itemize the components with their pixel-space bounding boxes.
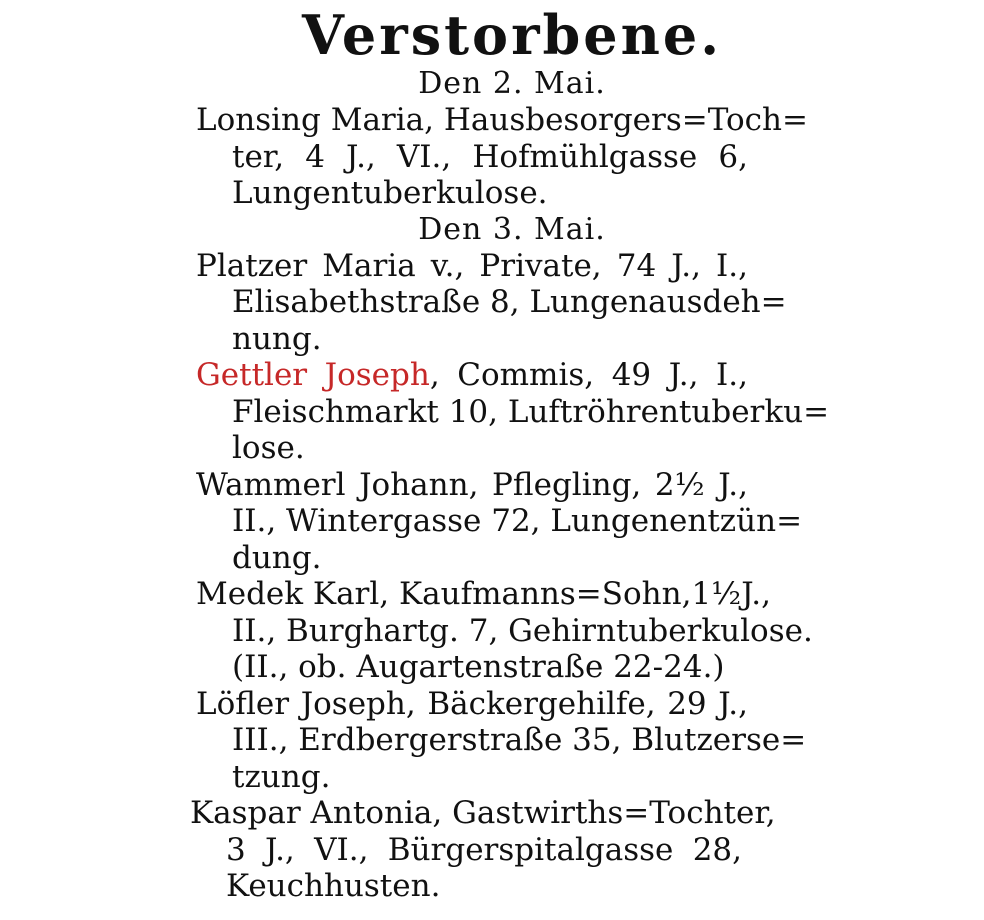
notice-line: II., Wintergasse 72, Lungenentzün= [232,503,803,539]
death-notice-1 [196,102,808,212]
notice-line [196,357,748,394]
highlighted-name: Gettler Joseph [196,357,430,393]
death-notice-2 [196,247,787,358]
death-notice-3 [196,357,830,467]
notice-line: Keuchhusten. [226,868,441,904]
notice-line: II., Burghartg. 7, Gehirntuberkulose. [232,612,813,649]
notice-line: Lonsing Maria, Hausbesorgers=Toch= [196,102,808,138]
notice-line: tzung. [232,758,331,795]
notice-line: Lungentuberkulose. [232,175,548,211]
section-title: Verstorbene. [301,3,723,67]
notice-line: Platzer Maria v., Private, 74 J., I., [196,247,748,284]
date-heading-1: Den 2. Mai. [418,66,606,101]
notice-line: Elisabethstraße 8, Lungenausdeh= [232,284,787,320]
notice-line: nung. [232,320,322,357]
notice-line-rest: , Commis, 49 J., I., [429,357,748,393]
date-heading-2: Den 3. Mai. [418,211,606,247]
notice-line: Löfler Joseph, Bäckergehilfe, 29 J., [196,685,748,722]
notice-line: Fleischmarkt 10, Luftröhrentuberku= [232,393,830,430]
notice-line: 3 J., VI., Bürgerspitalgasse 28, [226,831,742,868]
notice-line: dung. [232,539,322,576]
death-notice-4 [196,466,803,577]
notice-line: (II., ob. Augartenstraße 22-24.) [232,649,725,685]
death-notice-7 [190,795,776,905]
notice-line: Wammerl Johann, Pflegling, 2½ J., [196,466,748,503]
notice-line: III., Erdbergerstraße 35, Blutzerse= [232,722,807,758]
notice-line: Medek Karl, Kaufmanns=Sohn,1½J., [196,576,771,612]
death-notice-6 [196,685,807,796]
notice-line: ter, 4 J., VI., Hofmühlgasse 6, [232,138,748,175]
notice-line: lose. [232,430,305,466]
notice-line: Kaspar Antonia, Gastwirths=Tochter, [190,795,776,831]
death-notice-5 [196,576,813,686]
